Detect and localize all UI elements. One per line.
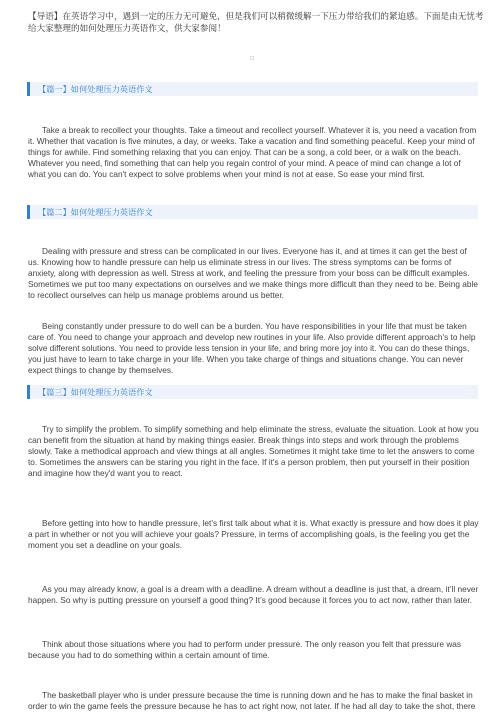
paragraph: Dealing with pressure and stress can be complicated in our lives. Everyone has it, and at times it can get the best of us. Knowing how to handle pressure can help us eliminate stress in our lives. The stress symptoms can be forms of anxiety, along with depression as well. Stress at work, and feeling the pressure from your boss can be difficult examples. Sometimes we put too many expectations on ourselves and we make things more difficult than they need to be. Being able to recollect ourselves can help us manage problems around us better. [28, 246, 478, 300]
section-heading-1: 【篇一】如何处理压力英语作文 [27, 82, 478, 96]
paragraph: The basketball player who is under pressure because the time is running down and he has to make the final basket in order to win the game feels the pressure because he has to act right now, not later. If he had all day to take the shot, there [28, 690, 476, 711]
section-heading-3: 【篇三】如何处理压力英语作文 [27, 385, 478, 399]
paragraph: As you may already know, a goal is a dream with a deadline. A dream without a deadline is just that, a dream, it’ll never happen. So why is putting pressure on yourself a good thing? It’s good because it forces you to act now, rather than later. [28, 584, 479, 605]
intro-text: 【导语】在英语学习中，遇到一定的压力无可避免，但是我们可以稍微缓解一下压力带给我们的紧迫感。下面是由无忧考给大家整理的如何处理压力英语作文，供大家参阅！ [28, 12, 484, 34]
image-placeholder-icon: ☐ [250, 56, 255, 62]
paragraph: Before getting into how to handle pressure, let’s first talk about what it is. What exactly is pressure and how does it play a part in whether or not you will achieve your goals? Pressure, in terms of accomplishing goals, is the feeling you get the moment you set a deadline on your goals. [28, 518, 479, 550]
paragraph: Think about those situations where you had to perform under pressure. The only reason you felt that pressure was because you had to do something within a certain amount of time. [28, 639, 462, 660]
paragraph: Try to simplify the problem. To simplify something and help eliminate the stress, evaluate the situation. Look at how you can benefit from the situation at hand by making things easier. Break things into steps and work through the problems slowly. Take a methodical approach and view things at all angles. Sometimes it might take time to let the answers to come to. Sometimes the answers can be staring you right in the face. If it's a person problem, then put yourself in their position and imagine how they'd want you to react. [28, 424, 479, 478]
paragraph: Being constantly under pressure to do well can be a burden. You have responsibilities in your life that must be taken care of. You need to change your approach and develop new routines in your life. Also provide different approach's to help solve different solutions. You need to provide less tension in your life, and bring more joy into it. You can do these things, you just have to learn to take charge in your life. When you take charge of things and situations change. You can never expect things to change by themselves. [28, 321, 476, 375]
paragraph: Take a break to recollect your thoughts. Take a timeout and recollect yourself. Whatever it is, you need a vacation from it. Whether that vacation is five minutes, a day, or weeks. Take a vacation and find something peaceful. Keep your mind of things for awhile. Find something relaxing that you can enjoy. That can be a song, a cold beer, or a walk on the beach. Whatever you need, find something that can help you regain control of your mind. A peace of mind can change a lot of what you can do. You can't expect to solve problems when your mind is not at ease. So ease your mind first. [28, 125, 477, 179]
section-heading-2: 【篇二】如何处理压力英语作文 [27, 205, 478, 219]
